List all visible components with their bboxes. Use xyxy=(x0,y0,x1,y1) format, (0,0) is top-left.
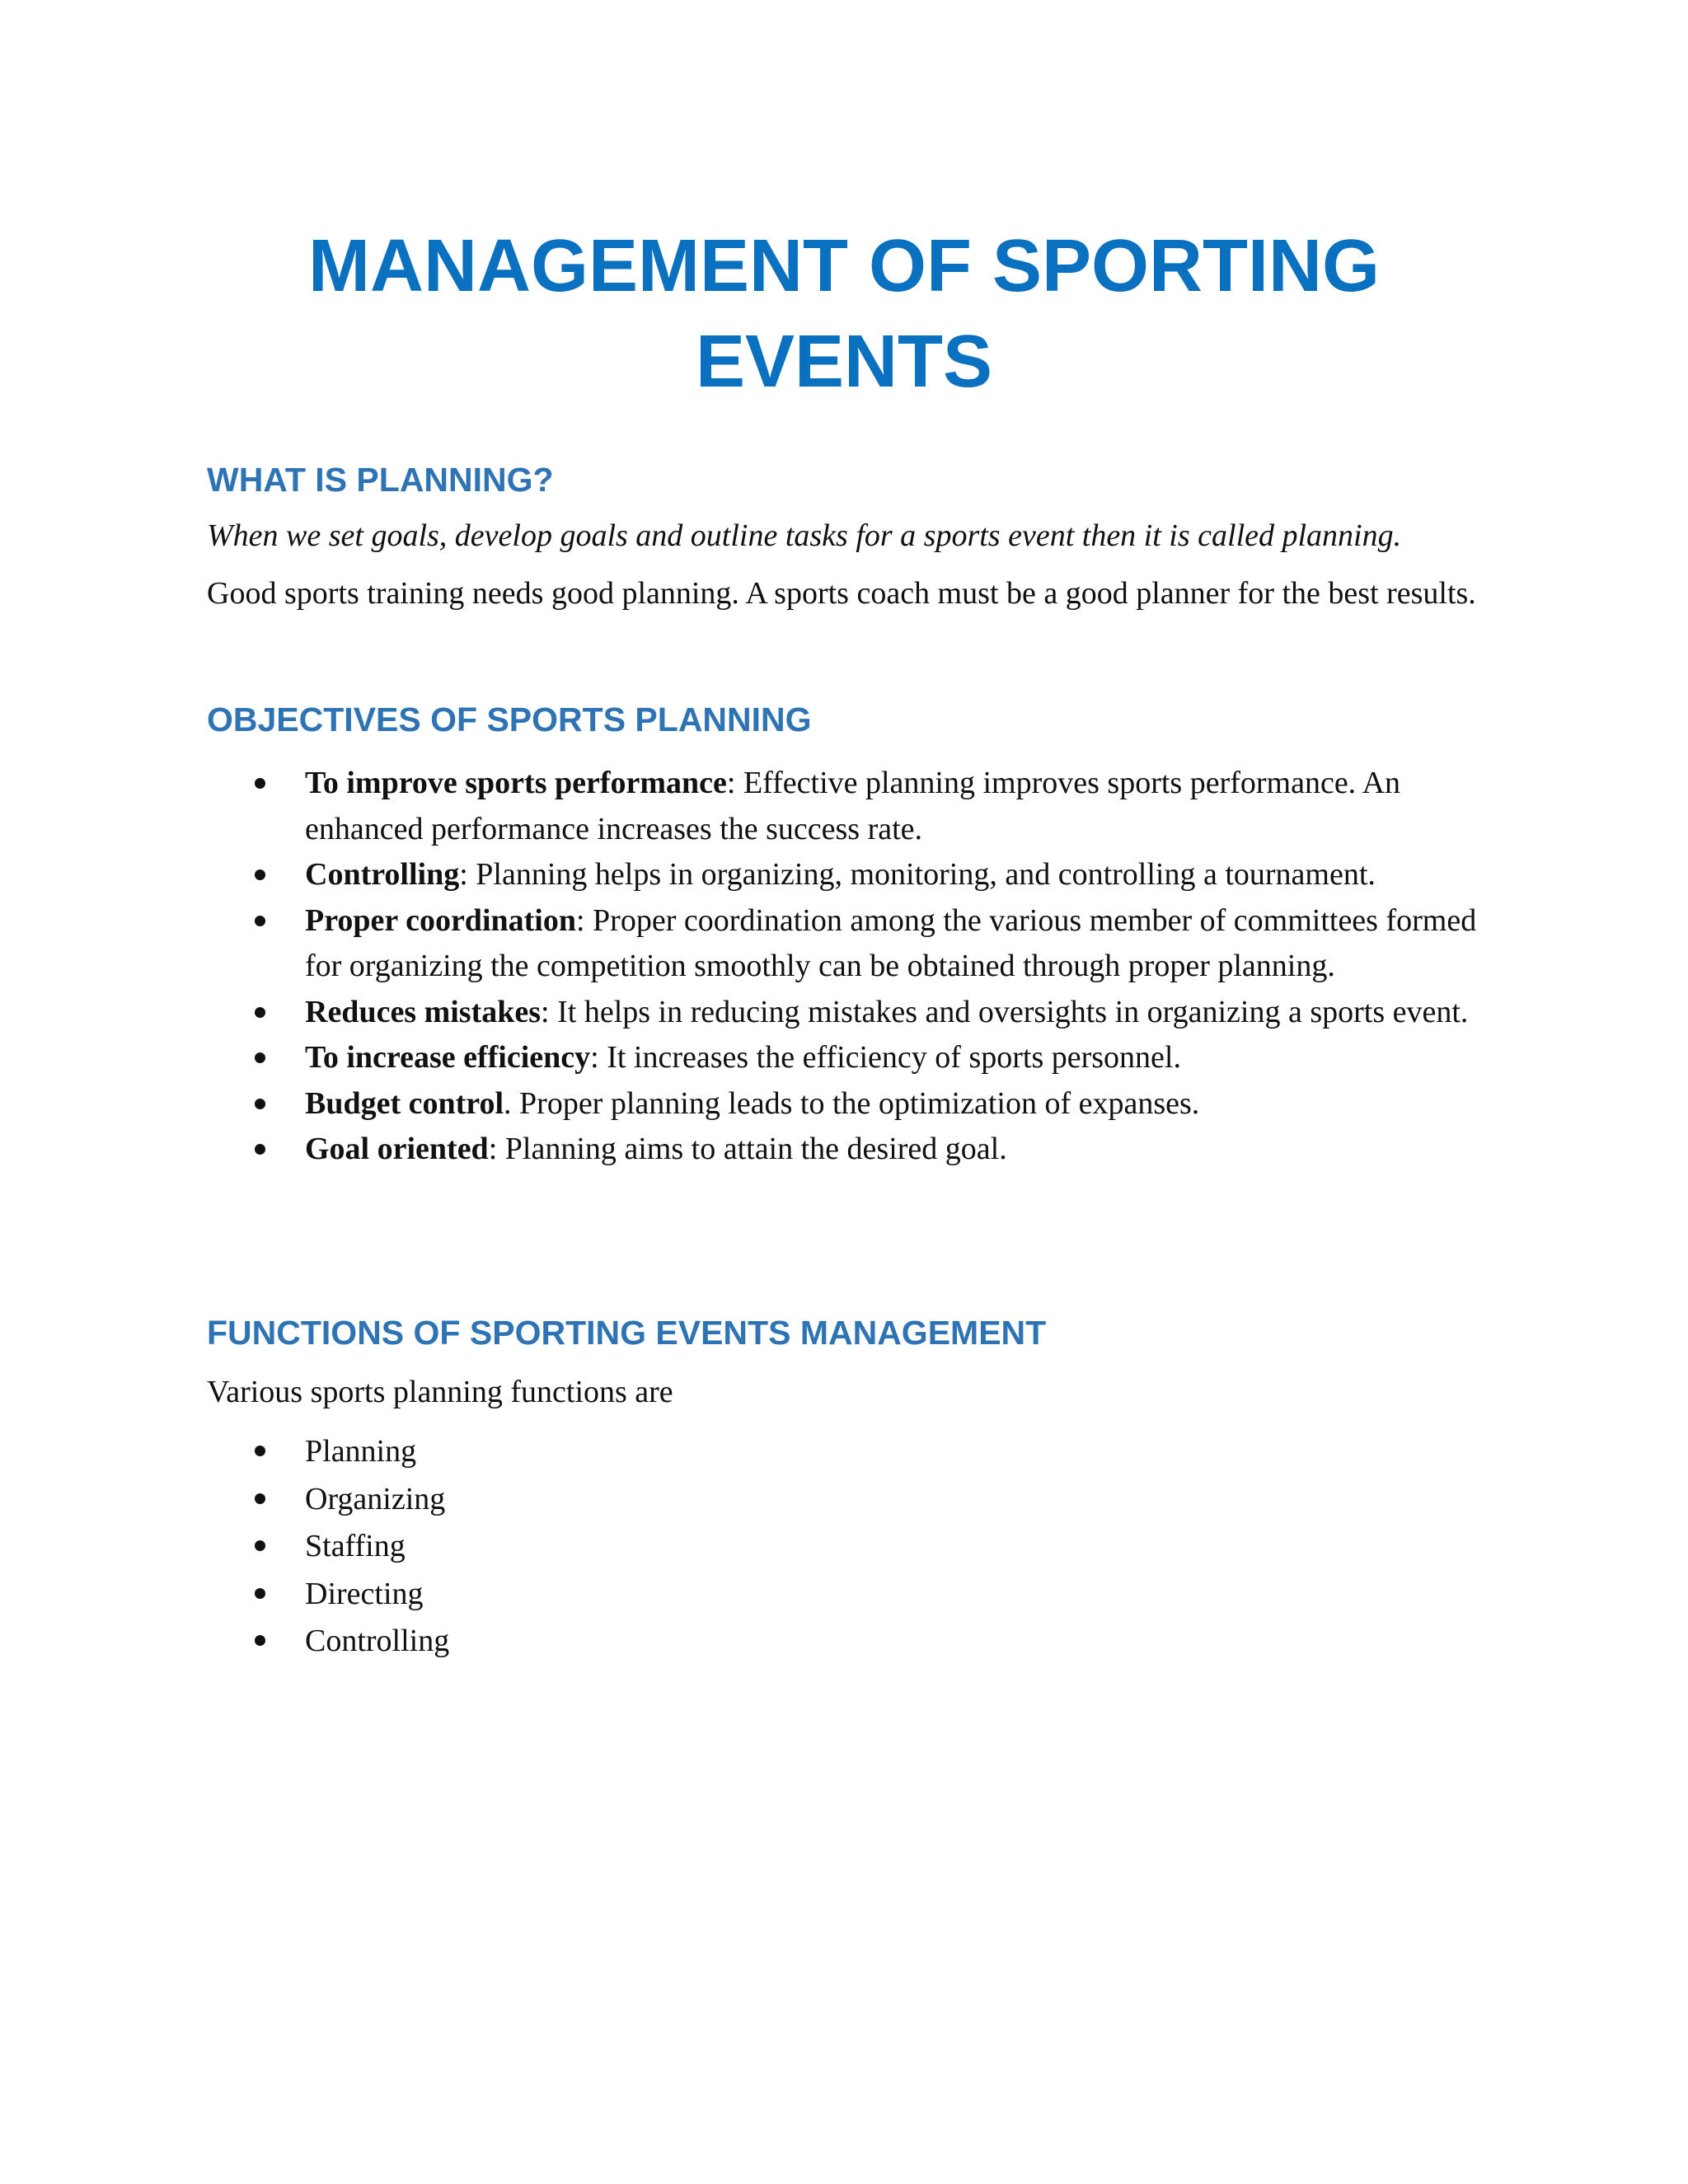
list-item xyxy=(207,1035,1493,1081)
objective-separator: : xyxy=(590,1040,599,1075)
heading-functions: FUNCTIONS OF SPORTING EVENTS MANAGEMENT xyxy=(207,1314,1047,1352)
objectives-list xyxy=(207,761,1493,1173)
function-label: Controlling xyxy=(305,1624,450,1658)
objective-term: Controlling xyxy=(305,857,460,892)
bullet-icon xyxy=(255,1144,265,1155)
heading-objectives: OBJECTIVES OF SPORTS PLANNING xyxy=(207,701,812,738)
bullet-icon xyxy=(255,1540,265,1551)
functions-list xyxy=(207,1428,1493,1666)
list-item xyxy=(207,1618,1493,1666)
objective-term: Budget control xyxy=(305,1085,504,1121)
objective-term: Reduces mistakes xyxy=(305,994,542,1029)
page-title-line-2: EVENTS xyxy=(695,321,993,403)
objective-text: Proper coordination among the various member of committees formed for organizing the competition smoothly can be obtained through proper planning. xyxy=(305,902,1477,983)
planning-paragraph: Good sports training needs good planning. A sports coach must be a good planner for the best results. xyxy=(207,576,1476,611)
bullet-icon xyxy=(255,1635,265,1646)
list-item xyxy=(207,1571,1493,1619)
bullet-icon xyxy=(255,1007,265,1018)
list-item xyxy=(207,1081,1493,1127)
objective-separator: : xyxy=(541,994,550,1029)
bullet-icon xyxy=(255,1588,265,1599)
heading-what-is-planning: WHAT IS PLANNING? xyxy=(207,461,554,499)
objective-term: Proper coordination xyxy=(305,902,576,938)
objective-text: Effective planning improves sports performance. An enhanced performance increases the success rate. xyxy=(305,766,1401,846)
objective-separator: : xyxy=(726,766,736,800)
list-item xyxy=(207,1127,1493,1173)
objective-separator: : xyxy=(459,857,468,892)
function-label: Planning xyxy=(305,1434,417,1469)
objective-term: Goal oriented xyxy=(305,1132,489,1166)
objective-term: To increase efficiency xyxy=(305,1040,591,1075)
objective-term: To improve sports performance xyxy=(305,766,727,800)
bullet-icon xyxy=(255,778,265,789)
page-title xyxy=(206,218,1482,410)
list-item xyxy=(207,852,1493,898)
objective-separator: : xyxy=(488,1132,498,1166)
list-item xyxy=(207,990,1493,1036)
bullet-icon xyxy=(255,869,265,880)
bullet-icon xyxy=(255,1493,265,1504)
list-item xyxy=(207,898,1493,990)
bullet-icon xyxy=(255,1052,265,1063)
bullet-icon xyxy=(255,1099,265,1109)
objective-text: Planning aims to attain the desired goal. xyxy=(497,1132,1007,1166)
objective-text: Planning helps in organizing, monitoring, and controlling a tournament. xyxy=(467,857,1376,892)
function-label: Staffing xyxy=(305,1529,406,1563)
objective-separator: . xyxy=(504,1085,512,1121)
list-item xyxy=(207,1476,1493,1524)
objective-separator: : xyxy=(575,902,585,938)
objective-text: It helps in reducing mistakes and oversights in organizing a sports event. xyxy=(549,994,1469,1029)
objective-text: It increases the efficiency of sports personnel. xyxy=(598,1040,1181,1075)
planning-definition: When we set goals, develop goals and outline tasks for a sports event then it is called planning. xyxy=(207,518,1402,553)
list-item xyxy=(207,1523,1493,1571)
list-item xyxy=(207,761,1493,852)
functions-intro: Various sports planning functions are xyxy=(207,1375,673,1409)
objective-text: Proper planning leads to the optimization of expanses. xyxy=(511,1085,1200,1121)
bullet-icon xyxy=(255,916,265,926)
function-label: Directing xyxy=(305,1576,424,1611)
bullet-icon xyxy=(255,1446,265,1456)
list-item xyxy=(207,1428,1493,1476)
function-label: Organizing xyxy=(305,1481,446,1516)
page-title-line-1: MANAGEMENT OF SPORTING xyxy=(308,225,1380,307)
